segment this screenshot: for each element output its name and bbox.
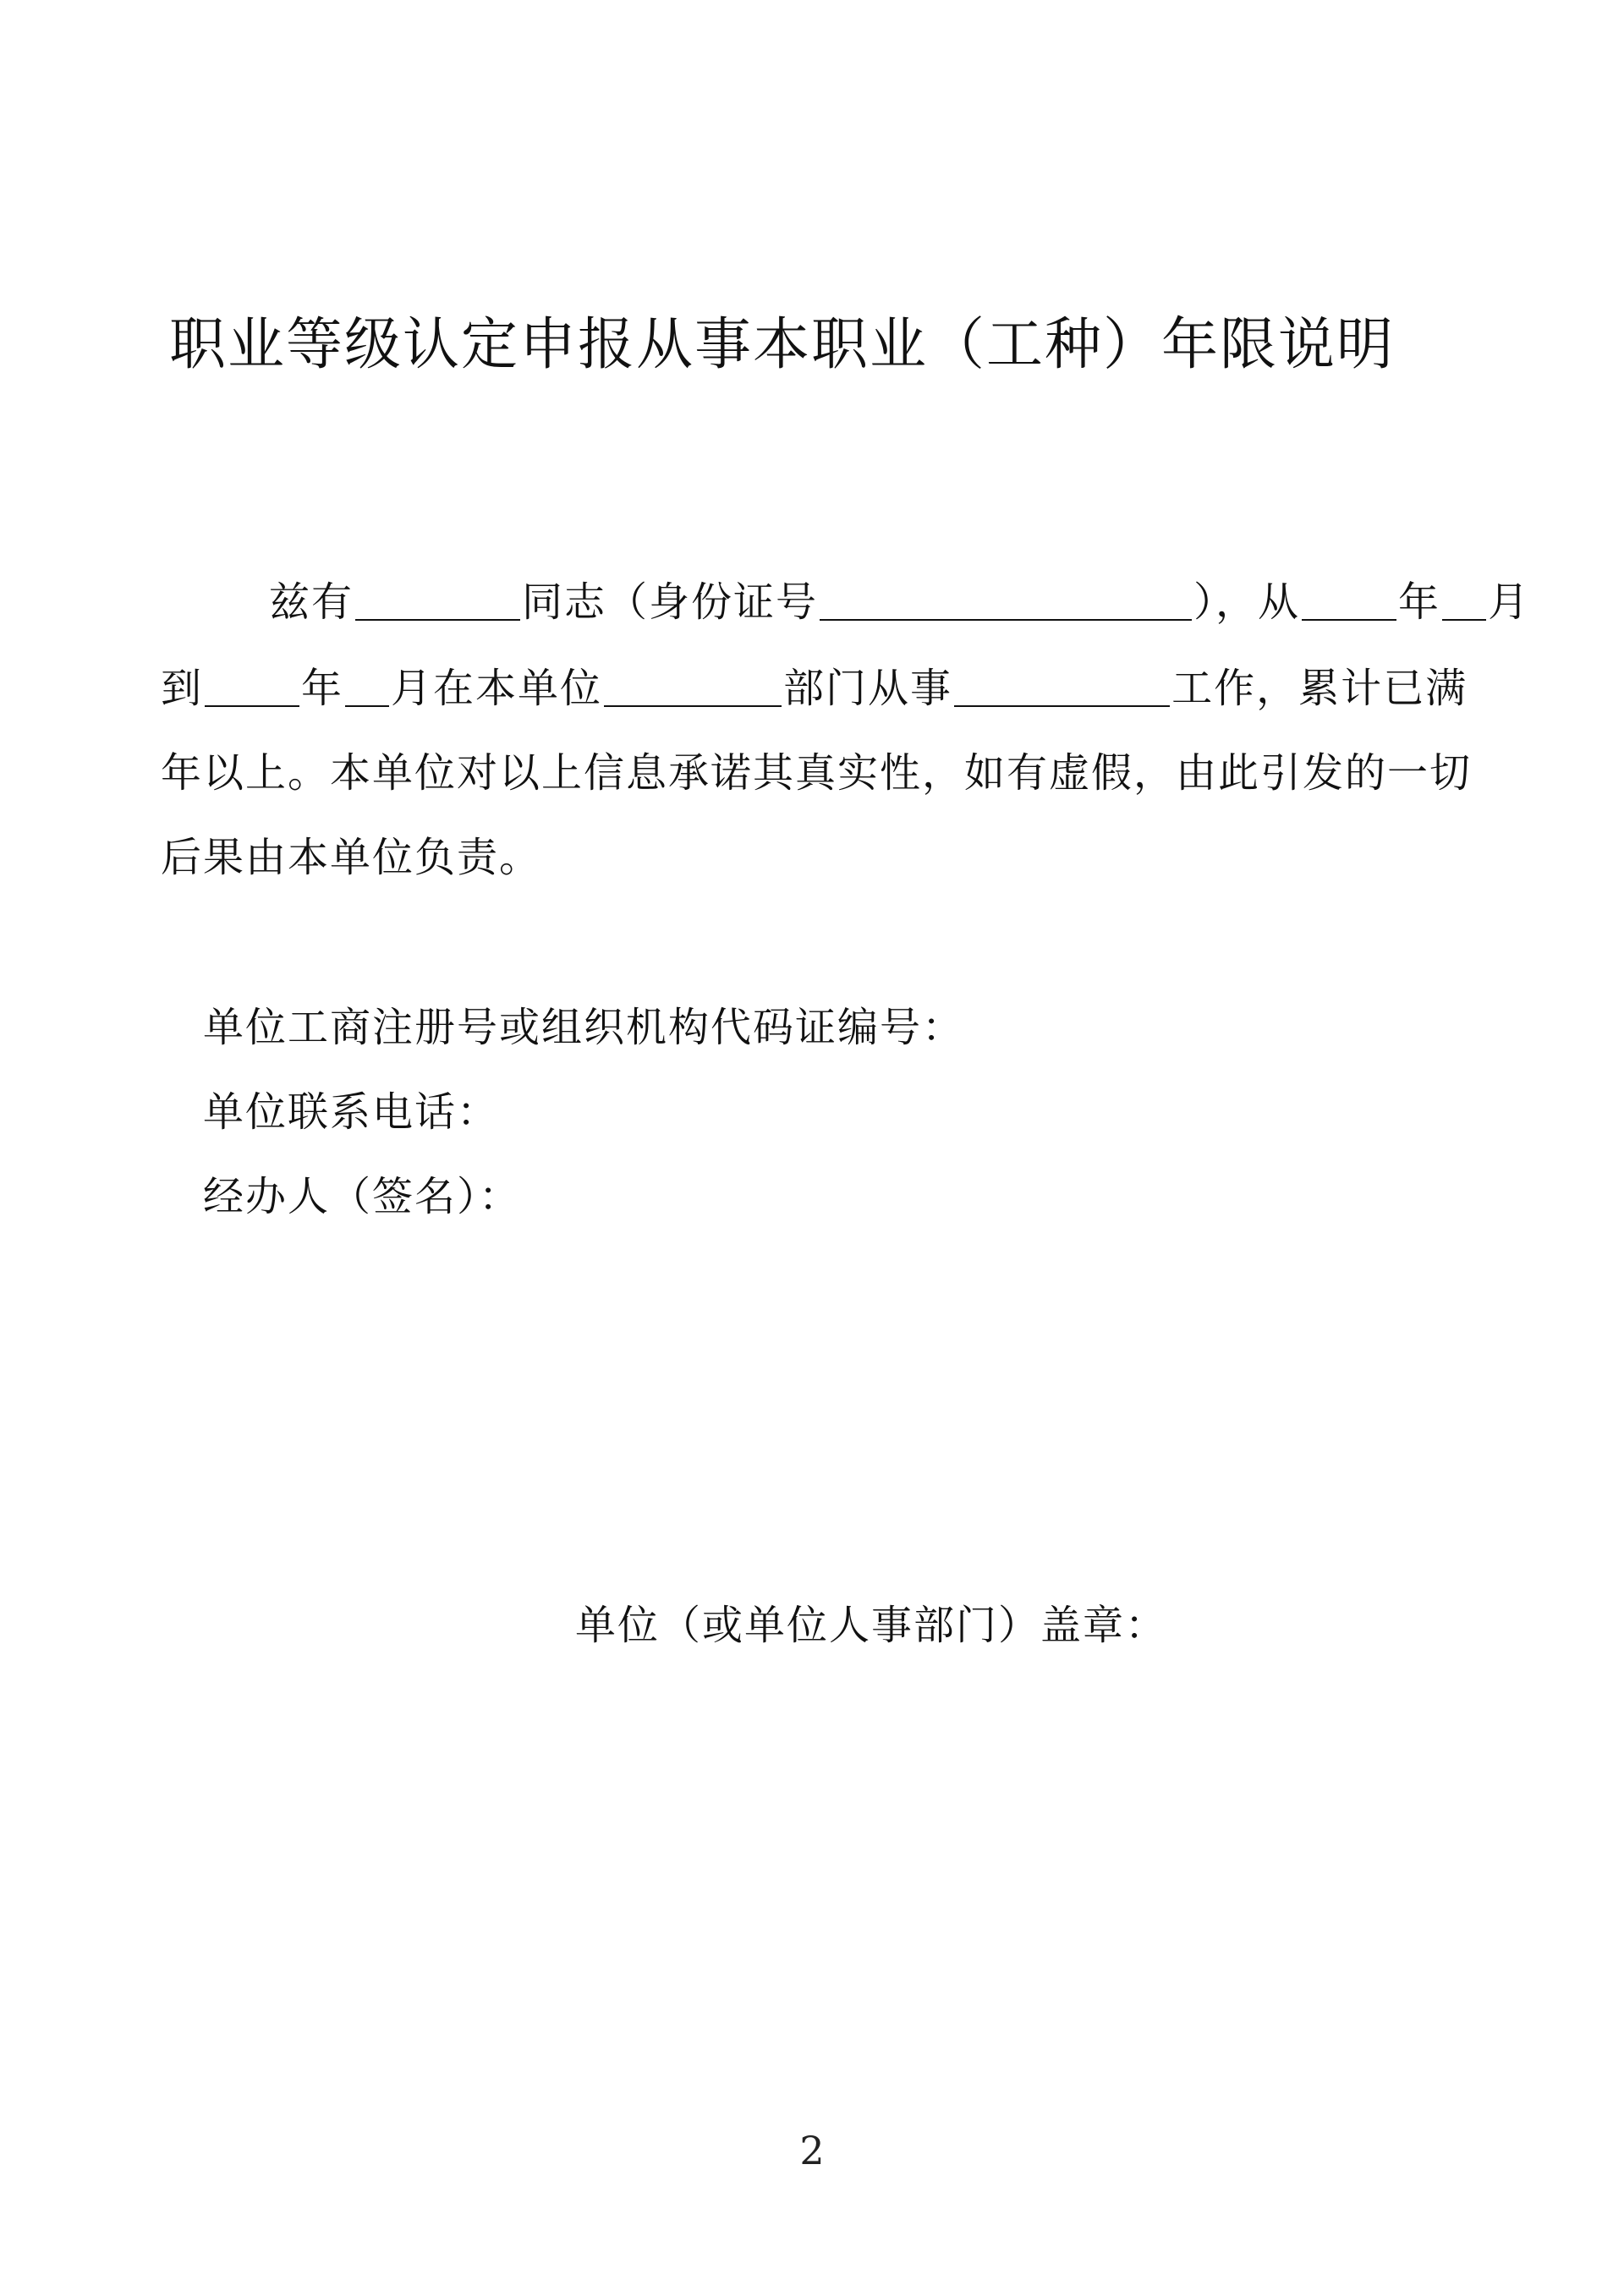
page-number: 2: [799, 2128, 825, 2173]
text-year: 年: [1398, 578, 1441, 626]
phone-field: 单位联系电话：: [203, 1088, 500, 1136]
end-year-blank[interactable]: [205, 668, 299, 707]
text-month: 月: [1488, 578, 1531, 626]
department-blank[interactable]: [604, 668, 782, 707]
start-month-blank[interactable]: [1442, 582, 1486, 621]
text-to: 到: [161, 665, 204, 712]
text-year-2: 年: [301, 665, 344, 712]
start-year-blank[interactable]: [1302, 582, 1396, 621]
job-blank[interactable]: [954, 668, 1170, 707]
end-month-blank[interactable]: [345, 668, 389, 707]
text-comrade-id: 同志（身份证号: [522, 578, 819, 626]
registration-number-field: 单位工商注册号或组织机构代码证编号：: [203, 1004, 965, 1051]
text-zi-you: 兹有: [269, 578, 354, 626]
seal-label: 单位（或单位人事部门）盖章：: [575, 1602, 1168, 1649]
text-month-unit: 月在本单位: [391, 665, 603, 712]
text-work-total: 工作，累计已满: [1171, 665, 1468, 712]
name-blank[interactable]: [355, 582, 520, 621]
paragraph-line-4: 后果由本单位负责。: [161, 834, 542, 881]
paragraph-line-1: [269, 575, 1530, 629]
paragraph-line-3: 年以上。本单位对以上信息承诺其真实性，如有虚假，由此引发的一切: [161, 749, 1473, 797]
id-number-blank[interactable]: [820, 582, 1192, 621]
document-title: 职业等级认定申报从事本职业（工种）年限说明: [169, 311, 1395, 377]
text-from: ），从: [1193, 578, 1301, 626]
paragraph-line-2: [161, 661, 1468, 715]
text-dept-engaged: 部门从事: [783, 665, 953, 712]
handler-signature-field: 经办人（签名）：: [203, 1173, 522, 1220]
